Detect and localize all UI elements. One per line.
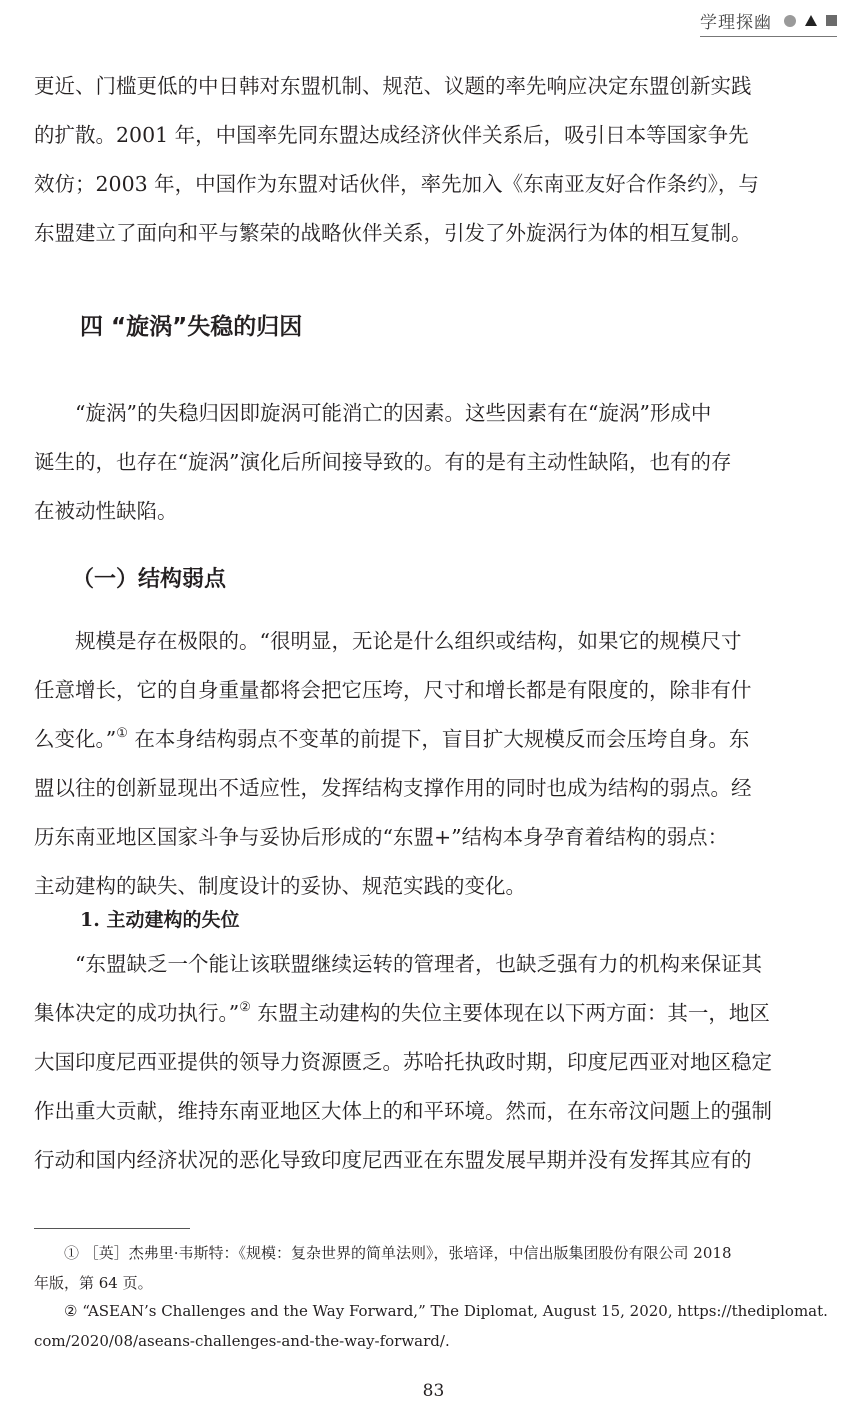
- header-title: 学理探幽: [700, 13, 772, 33]
- text-line: 东盟建立了面向和平与繁荣的战略伙伴关系，引发了外旋涡行为体的相互复制。: [34, 221, 752, 245]
- circle-icon: [784, 15, 796, 27]
- text-line: 在被动性缺陷。: [34, 499, 178, 523]
- text-line: 作出重大贡献，维持东南亚地区大体上的和平环境。然而，在东帝汶问题上的强制: [34, 1099, 772, 1123]
- header-icons: [784, 15, 837, 27]
- text-line: [34, 989, 836, 1038]
- text-line: 任意增长，它的自身重量都将会把它压垮，尺寸和增长都是有限度的，除非有什: [34, 678, 752, 702]
- text-line: 大国印度尼西亚提供的领导力资源匮乏。苏哈托执政时期，印度尼西亚对地区稳定: [34, 1050, 772, 1074]
- footnote-ref-2[interactable]: ②: [239, 1000, 251, 1015]
- running-header: [700, 8, 837, 37]
- square-icon: [826, 15, 837, 26]
- subsection-heading: （一）结构弱点: [72, 567, 227, 592]
- footnote-url-line[interactable]: com/2020/08/aseans-challenges-and-the-way-forward/.: [34, 1332, 450, 1350]
- footnote-line: 年版，第 64 页。: [34, 1274, 153, 1292]
- text-fragment: 在本身结构弱点不变革的前提下，盲目扩大规模反而会压垮自身。东: [127, 727, 750, 751]
- item-heading: 1. 主动建构的失位: [80, 909, 240, 931]
- text-line: 效仿；2003 年，中国作为东盟对话伙伴，率先加入《东南亚友好合作条约》，与: [34, 172, 759, 196]
- triangle-icon: [805, 15, 817, 26]
- footnote-2: [34, 1296, 836, 1356]
- paragraph-intro: [34, 62, 836, 258]
- text-line: 盟以往的创新显现出不适应性，发挥结构支撑作用的同时也成为结构的弱点。经: [34, 776, 752, 800]
- text-line: 行动和国内经济状况的恶化导致印度尼西亚在东盟发展早期并没有发挥其应有的: [34, 1148, 752, 1172]
- footnote-1: [34, 1238, 836, 1298]
- footnote-line: ① ［英］杰弗里·韦斯特：《规模：复杂世界的简单法则》，张培译，中信出版集团股份有限公司 2018: [64, 1244, 732, 1262]
- paragraph-attribution: [34, 389, 836, 536]
- footnote-divider: [34, 1228, 190, 1229]
- text-line: “旋涡”的失稳归因即旋涡可能消亡的因素。这些因素有在“旋涡”形成中: [75, 401, 712, 425]
- text-line: 诞生的，也存在“旋涡”演化后所间接导致的。有的是有主动性缺陷，也有的存: [34, 450, 732, 474]
- text-line: 的扩散。2001 年，中国率先同东盟达成经济伙伴关系后，吸引日本等国家争先: [34, 123, 749, 147]
- text-line: 更近、门槛更低的中日韩对东盟机制、规范、议题的率先响应决定东盟创新实践: [34, 74, 752, 98]
- text-line: [34, 715, 836, 764]
- text-line: 历东南亚地区国家斗争与妥协后形成的“东盟+”结构本身孕育着结构的弱点：: [34, 825, 729, 849]
- text-line: “东盟缺乏一个能让该联盟继续运转的管理者，也缺乏强有力的机构来保证其: [75, 952, 762, 976]
- footnote-ref-1[interactable]: ①: [116, 726, 128, 741]
- page-number: 83: [422, 1381, 445, 1401]
- text-fragment: 东盟主动建构的失位主要体现在以下两方面：其一，地区: [250, 1001, 770, 1025]
- text-fragment: 么变化。”: [34, 727, 117, 751]
- paragraph-agency: [34, 940, 836, 1185]
- footnote-line: ② “ASEAN’s Challenges and the Way Forward,” The Diplomat, August 15, 2020, https://thediplomat.: [64, 1302, 828, 1320]
- text-line: 主动建构的缺失、制度设计的妥协、规范实践的变化。: [34, 874, 526, 898]
- section-heading: 四 “旋涡”失稳的归因: [80, 314, 303, 340]
- paragraph-structure: [34, 617, 836, 911]
- text-fragment: 集体决定的成功执行。”: [34, 1001, 240, 1025]
- text-line: 规模是存在极限的。“很明显，无论是什么组织或结构，如果它的规模尺寸: [75, 629, 742, 653]
